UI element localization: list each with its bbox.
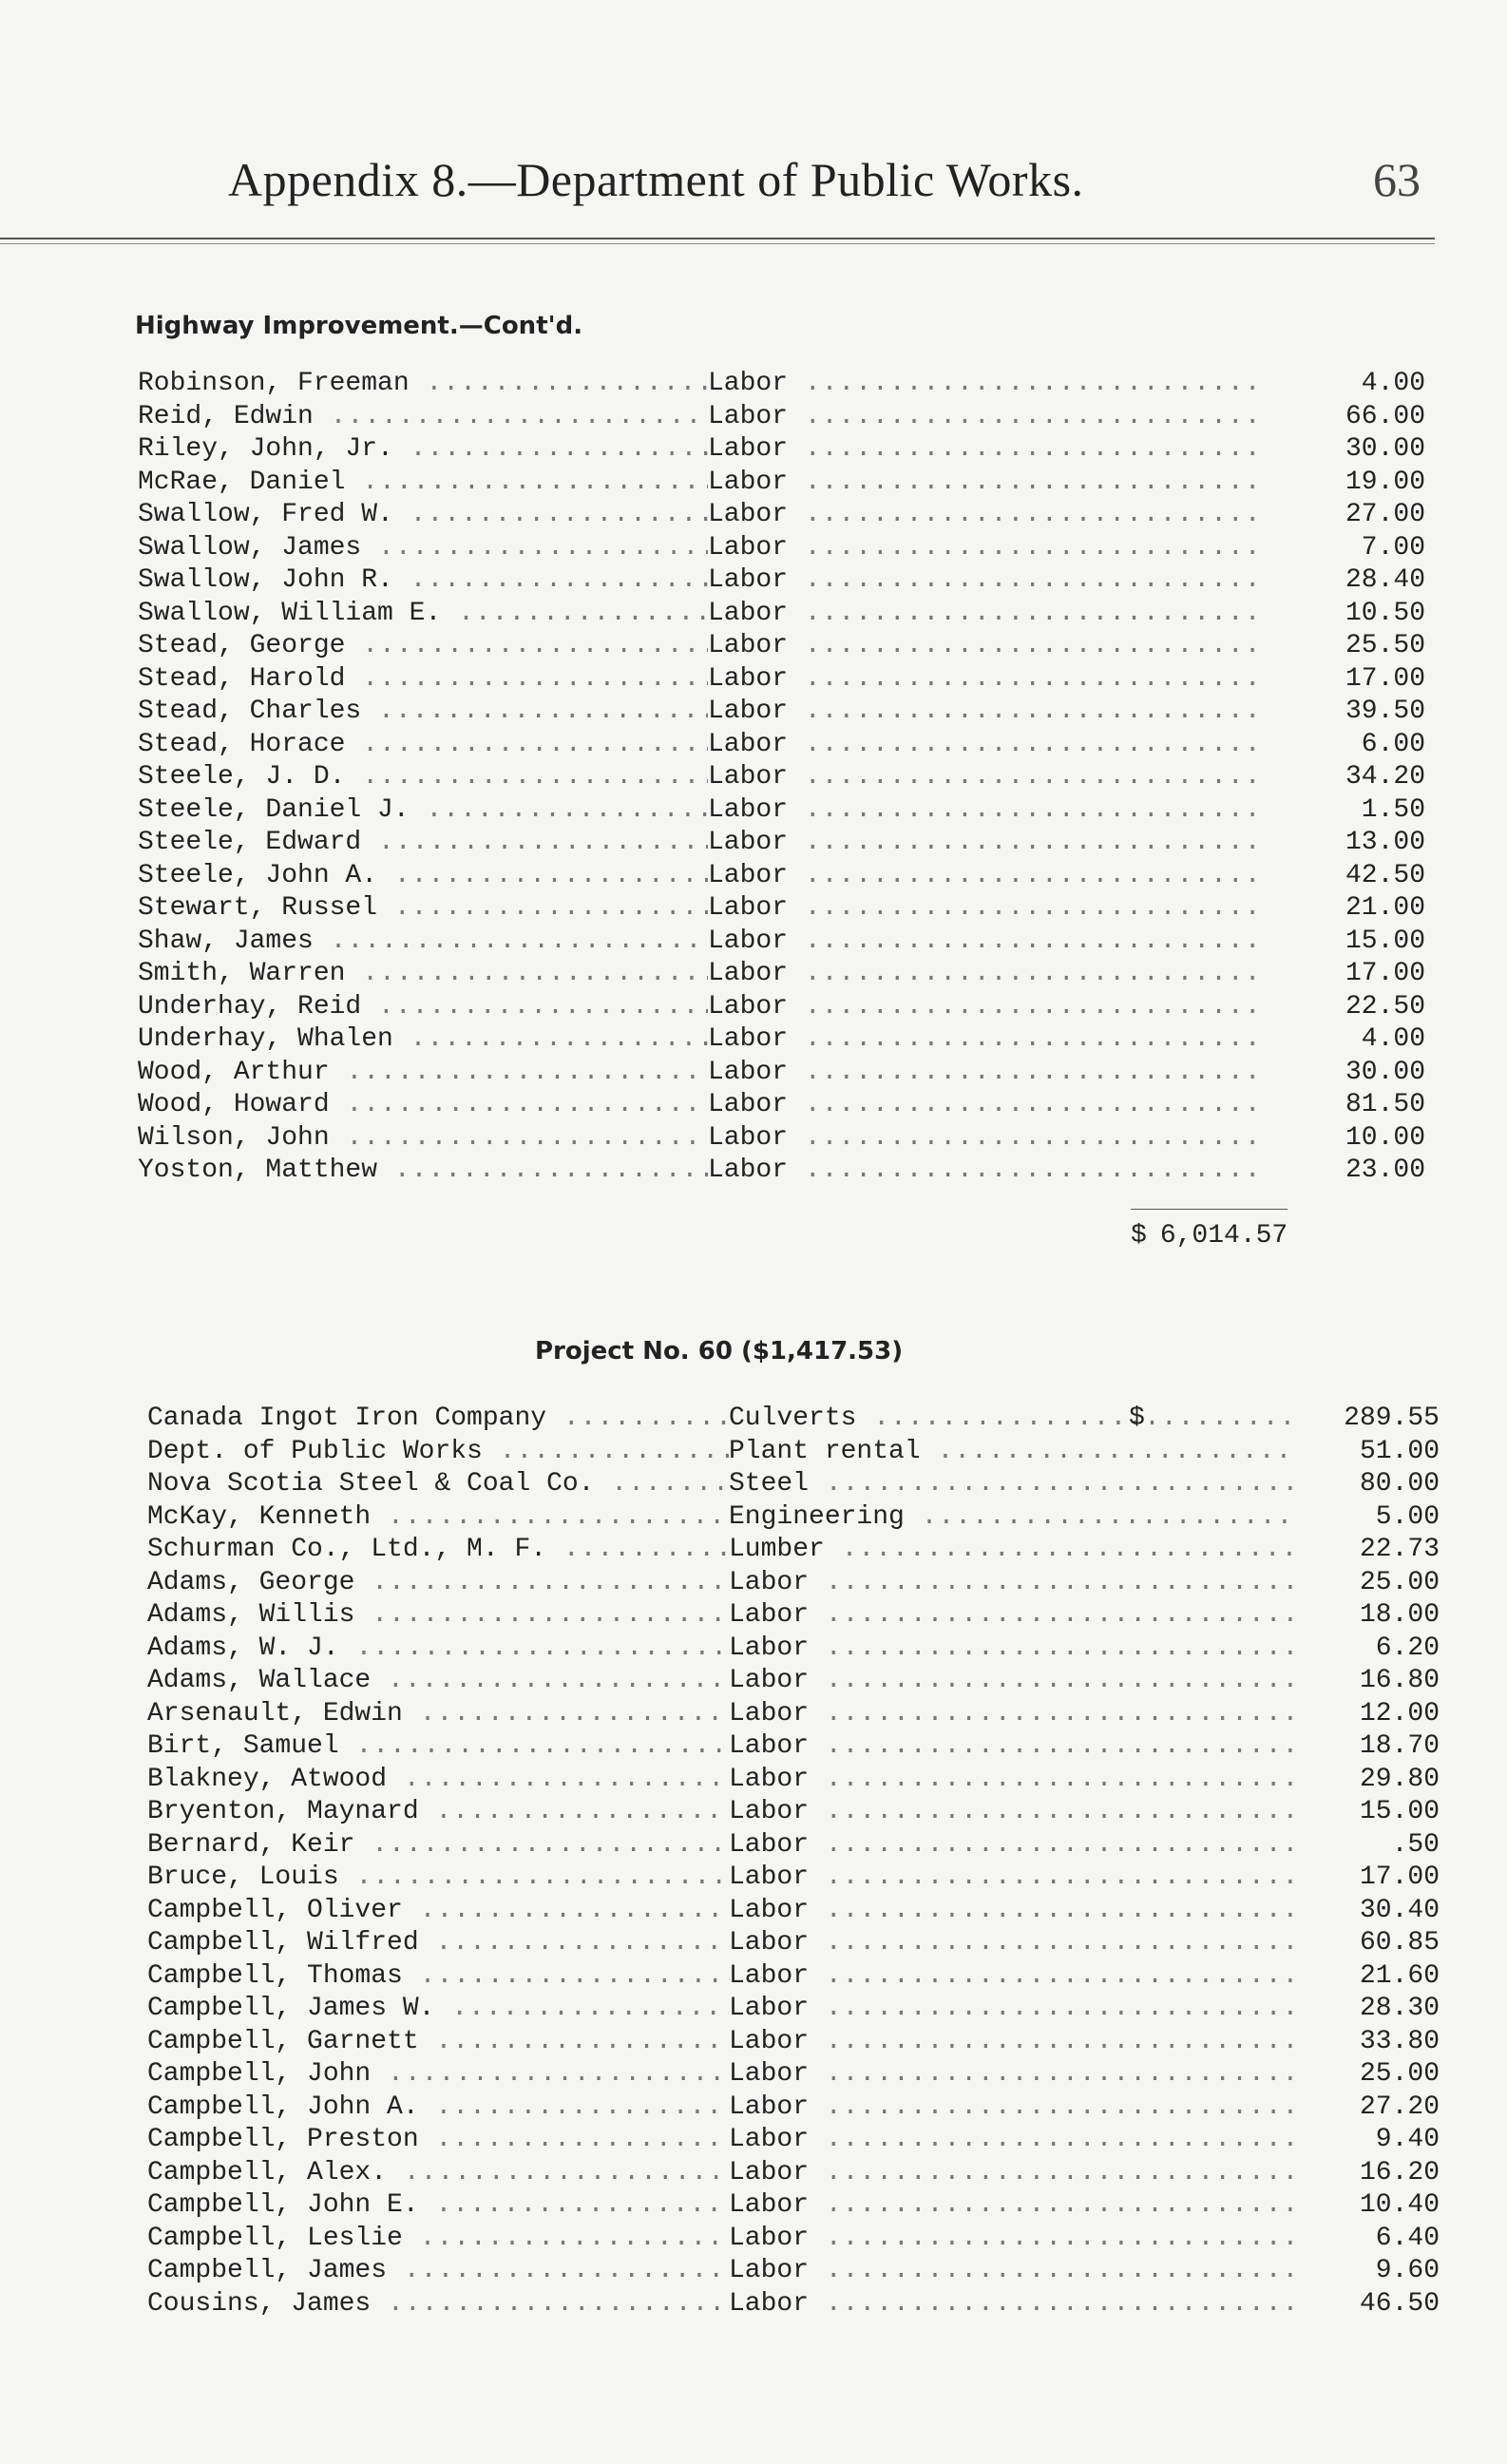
amount: 16.80 xyxy=(1299,1665,1440,1698)
category: Labor ..... xyxy=(708,926,1264,959)
category: Labor ..... xyxy=(708,696,1264,729)
amount: 6.20 xyxy=(1299,1633,1440,1666)
page-title: Appendix 8.—Department of Public Works. xyxy=(228,153,1084,206)
ledger-row xyxy=(147,1599,1440,1633)
amount: 9.60 xyxy=(1299,2255,1440,2288)
payee-name: Smith, Warren ..... xyxy=(138,958,708,991)
ledger-row xyxy=(138,958,1425,991)
ledger-row xyxy=(147,1796,1440,1829)
payee-name: Bernard, Keir ..... xyxy=(147,1829,729,1862)
payee-name: Schurman Co., Ltd., M. F. ..... xyxy=(147,1534,729,1567)
payee-name: Underhay, Reid ..... xyxy=(138,991,708,1024)
ledger-row xyxy=(138,499,1425,532)
category: Labor ..... xyxy=(708,368,1264,401)
amount: 4.00 xyxy=(1285,1023,1425,1057)
amount: 18.00 xyxy=(1299,1599,1440,1633)
category: Labor ..... xyxy=(729,2124,1299,2157)
payee-name: Wood, Howard ..... xyxy=(138,1089,708,1122)
category: Labor ..... xyxy=(729,1764,1299,1797)
ledger-row xyxy=(147,1501,1440,1535)
ledger-row xyxy=(147,1468,1440,1501)
payee-name: Dept. of Public Works ..... xyxy=(147,1436,729,1469)
amount: 81.50 xyxy=(1285,1089,1425,1122)
category: Labor ..... xyxy=(729,1633,1299,1666)
payee-name: Campbell, John ..... xyxy=(147,2058,729,2092)
header-rule xyxy=(0,238,1435,244)
category: Labor ..... xyxy=(708,892,1264,926)
payee-name: Canada Ingot Iron Company ..... xyxy=(147,1403,729,1436)
amount: 17.00 xyxy=(1299,1862,1440,1895)
ledger-row xyxy=(147,1698,1440,1731)
category: Labor ..... xyxy=(729,2223,1299,2256)
ledger-row xyxy=(147,2124,1440,2157)
amount: 5.00 xyxy=(1299,1501,1440,1535)
ledger-row xyxy=(138,1122,1425,1156)
payee-name: Wilson, John ..... xyxy=(138,1122,708,1156)
payee-name: Stead, George ..... xyxy=(138,630,708,663)
category: Labor ..... xyxy=(708,1155,1264,1188)
payee-name: Campbell, John A. ..... xyxy=(147,2092,729,2125)
payee-name: Reid, Edwin ..... xyxy=(138,401,708,434)
amount: 10.40 xyxy=(1299,2189,1440,2223)
running-header xyxy=(0,152,1507,219)
ledger-row xyxy=(147,1829,1440,1862)
amount: 30.00 xyxy=(1285,1057,1425,1090)
payee-name: Stead, Horace ..... xyxy=(138,729,708,762)
category: Labor ..... xyxy=(729,2189,1299,2223)
ledger-row xyxy=(147,2157,1440,2190)
ledger-row xyxy=(138,368,1425,401)
amount: 34.20 xyxy=(1285,761,1425,794)
category: Labor ..... xyxy=(708,663,1264,697)
amount: 18.70 xyxy=(1299,1730,1440,1764)
payee-name: Robinson, Freeman ..... xyxy=(138,368,708,401)
payee-name: McRae, Daniel ..... xyxy=(138,467,708,500)
category: Labor ..... xyxy=(729,1862,1299,1895)
amount: 15.00 xyxy=(1285,926,1425,959)
amount: 22.73 xyxy=(1299,1534,1440,1567)
amount: 46.50 xyxy=(1299,2288,1440,2321)
amount: 51.00 xyxy=(1299,1436,1440,1469)
payee-name: Campbell, James W. ..... xyxy=(147,1993,729,2026)
amount: 21.60 xyxy=(1299,1960,1440,1994)
ledger-row xyxy=(147,1436,1440,1469)
category: Plant rental ..... xyxy=(729,1436,1299,1469)
category: Labor ..... xyxy=(729,2058,1299,2092)
ledger-row xyxy=(138,860,1425,893)
ledger-row xyxy=(138,1057,1425,1090)
ledger-row xyxy=(147,1960,1440,1994)
ledger-row xyxy=(147,1633,1440,1666)
payee-name: Nova Scotia Steel & Coal Co. ..... xyxy=(147,1468,729,1501)
ledger-row xyxy=(138,892,1425,926)
payee-name: Steele, J. D. ..... xyxy=(138,761,708,794)
amount: 19.00 xyxy=(1285,467,1425,500)
amount: 1.50 xyxy=(1285,794,1425,828)
category: Labor ..... xyxy=(729,1665,1299,1698)
category: Labor ..... xyxy=(708,794,1264,828)
section-total xyxy=(1131,1221,1288,1251)
category: Lumber ..... xyxy=(729,1534,1299,1567)
payee-name: Campbell, Wilfred ..... xyxy=(147,1927,729,1960)
category: Culverts ..... xyxy=(729,1403,1299,1436)
amount: .50 xyxy=(1299,1829,1440,1862)
amount: 25.00 xyxy=(1299,2058,1440,2092)
amount: 21.00 xyxy=(1285,892,1425,926)
payee-name: Underhay, Whalen ..... xyxy=(138,1023,708,1057)
ledger-row xyxy=(147,2058,1440,2092)
ledger-row xyxy=(138,926,1425,959)
payee-name: Campbell, Garnett ..... xyxy=(147,2026,729,2059)
payee-name: Bryenton, Maynard ..... xyxy=(147,1796,729,1829)
payee-name: Bruce, Louis ..... xyxy=(147,1862,729,1895)
payee-name: Shaw, James ..... xyxy=(138,926,708,959)
ledger-row xyxy=(138,729,1425,762)
payee-name: Campbell, Oliver ..... xyxy=(147,1895,729,1928)
payee-name: Swallow, William E. ..... xyxy=(138,598,708,631)
category: Labor ..... xyxy=(708,532,1264,565)
ledger-highway-improvement xyxy=(138,368,1425,1188)
amount: 15.00 xyxy=(1299,1796,1440,1829)
payee-name: Swallow, John R. ..... xyxy=(138,564,708,598)
payee-name: Birt, Samuel ..... xyxy=(147,1730,729,1764)
payee-name: Campbell, Thomas ..... xyxy=(147,1960,729,1994)
amount: 17.00 xyxy=(1285,663,1425,697)
ledger-row xyxy=(138,991,1425,1024)
category: Labor ..... xyxy=(729,1829,1299,1862)
payee-name: Campbell, Preston ..... xyxy=(147,2124,729,2157)
category: Labor ..... xyxy=(708,761,1264,794)
category: Labor ..... xyxy=(729,1698,1299,1731)
payee-name: Blakney, Atwood ..... xyxy=(147,1764,729,1797)
category: Labor ..... xyxy=(729,1927,1299,1960)
category: Labor ..... xyxy=(708,827,1264,860)
amount: 30.00 xyxy=(1285,433,1425,467)
total-rule xyxy=(1131,1209,1288,1210)
ledger-row xyxy=(147,2026,1440,2059)
ledger-row xyxy=(147,2223,1440,2256)
category: Labor ..... xyxy=(729,1599,1299,1633)
amount: 23.00 xyxy=(1285,1155,1425,1188)
amount: 17.00 xyxy=(1285,958,1425,991)
ledger-row xyxy=(147,1730,1440,1764)
ledger-row xyxy=(138,598,1425,631)
amount: 28.40 xyxy=(1285,564,1425,598)
amount: 28.30 xyxy=(1299,1993,1440,2026)
payee-name: McKay, Kenneth ..... xyxy=(147,1501,729,1535)
amount: 25.50 xyxy=(1285,630,1425,663)
category: Labor ..... xyxy=(708,433,1264,467)
amount: 10.00 xyxy=(1285,1122,1425,1156)
amount: 39.50 xyxy=(1285,696,1425,729)
ledger-row xyxy=(147,1862,1440,1895)
category: Labor ..... xyxy=(708,1023,1264,1057)
payee-name: Campbell, Alex. ..... xyxy=(147,2157,729,2190)
ledger-row xyxy=(138,1023,1425,1057)
amount: 30.40 xyxy=(1299,1895,1440,1928)
ledger-row xyxy=(138,401,1425,434)
amount: 12.00 xyxy=(1299,1698,1440,1731)
ledger-row xyxy=(138,696,1425,729)
payee-name: Yoston, Matthew ..... xyxy=(138,1155,708,1188)
ledger-row xyxy=(138,630,1425,663)
section-heading-highway: Highway Improvement.—Cont'd. xyxy=(135,312,583,340)
amount: 60.85 xyxy=(1299,1927,1440,1960)
payee-name: Swallow, James ..... xyxy=(138,532,708,565)
ledger-row xyxy=(138,761,1425,794)
amount: 10.50 xyxy=(1285,598,1425,631)
category: Labor ..... xyxy=(708,729,1264,762)
category: Labor ..... xyxy=(729,1796,1299,1829)
category: Labor ..... xyxy=(729,1993,1299,2026)
category: Labor ..... xyxy=(708,1057,1264,1090)
ledger-row xyxy=(138,564,1425,598)
category: Labor ..... xyxy=(729,2157,1299,2190)
amount: 80.00 xyxy=(1299,1468,1440,1501)
category: Labor ..... xyxy=(729,2288,1299,2321)
amount: 6.00 xyxy=(1285,729,1425,762)
amount: 289.55 xyxy=(1299,1403,1440,1436)
payee-name: Campbell, Leslie ..... xyxy=(147,2223,729,2256)
payee-name: Steele, Daniel J. ..... xyxy=(138,794,708,828)
amount: 13.00 xyxy=(1285,827,1425,860)
category: Labor ..... xyxy=(708,991,1264,1024)
ledger-row xyxy=(147,2092,1440,2125)
category: Labor ..... xyxy=(729,1895,1299,1928)
amount: 9.40 xyxy=(1299,2124,1440,2157)
ledger-row xyxy=(147,1567,1440,1600)
payee-name: Adams, W. J. ..... xyxy=(147,1633,729,1666)
amount: 16.20 xyxy=(1299,2157,1440,2190)
total-amount: 6,014.57 xyxy=(1159,1221,1288,1251)
payee-name: Swallow, Fred W. ..... xyxy=(138,499,708,532)
category: Labor ..... xyxy=(729,2026,1299,2059)
payee-name: Wood, Arthur ..... xyxy=(138,1057,708,1090)
ledger-row xyxy=(147,1665,1440,1698)
ledger-row xyxy=(147,2189,1440,2223)
amount: 27.20 xyxy=(1299,2092,1440,2125)
project-dollar-sign: $ xyxy=(1129,1404,1145,1433)
payee-name: Campbell, James ..... xyxy=(147,2255,729,2288)
ledger-project-60 xyxy=(147,1403,1440,2321)
category: Labor ..... xyxy=(708,598,1264,631)
ledger-row xyxy=(147,1895,1440,1928)
ledger-row xyxy=(138,532,1425,565)
ledger-row xyxy=(138,1155,1425,1188)
payee-name: Adams, Wallace ..... xyxy=(147,1665,729,1698)
ledger-row xyxy=(147,1927,1440,1960)
amount: 6.40 xyxy=(1299,2223,1440,2256)
category: Labor ..... xyxy=(729,1960,1299,1994)
amount: 27.00 xyxy=(1285,499,1425,532)
category: Labor ..... xyxy=(708,630,1264,663)
payee-name: Steele, Edward ..... xyxy=(138,827,708,860)
amount: 7.00 xyxy=(1285,532,1425,565)
category: Labor ..... xyxy=(708,564,1264,598)
payee-name: Adams, Willis ..... xyxy=(147,1599,729,1633)
category: Labor ..... xyxy=(729,2255,1299,2288)
category: Labor ..... xyxy=(708,401,1264,434)
amount: 22.50 xyxy=(1285,991,1425,1024)
amount: 4.00 xyxy=(1285,368,1425,401)
ledger-row xyxy=(147,1764,1440,1797)
amount: 66.00 xyxy=(1285,401,1425,434)
category: Labor ..... xyxy=(708,499,1264,532)
payee-name: Cousins, James ..... xyxy=(147,2288,729,2321)
payee-name: Stead, Charles ..... xyxy=(138,696,708,729)
ledger-row xyxy=(147,1993,1440,2026)
payee-name: Adams, George ..... xyxy=(147,1567,729,1600)
payee-name: Campbell, John E. ..... xyxy=(147,2189,729,2223)
ledger-row xyxy=(147,2288,1440,2321)
ledger-row xyxy=(147,1534,1440,1567)
ledger-row xyxy=(138,827,1425,860)
category: Labor ..... xyxy=(708,467,1264,500)
ledger-row xyxy=(138,663,1425,697)
page-number: 63 xyxy=(1373,153,1421,206)
category: Engineering ..... xyxy=(729,1501,1299,1535)
payee-name: Stead, Harold ..... xyxy=(138,663,708,697)
category: Labor ..... xyxy=(708,958,1264,991)
total-dollar-sign: $ xyxy=(1131,1221,1147,1251)
section-heading-project-60: Project No. 60 ($1,417.53) xyxy=(535,1337,904,1366)
payee-name: Riley, John, Jr. ..... xyxy=(138,433,708,467)
ledger-row xyxy=(138,1089,1425,1122)
amount: 25.00 xyxy=(1299,1567,1440,1600)
category: Labor ..... xyxy=(729,1730,1299,1764)
category: Labor ..... xyxy=(708,860,1264,893)
category: Labor ..... xyxy=(708,1089,1264,1122)
category: Steel ..... xyxy=(729,1468,1299,1501)
amount: 33.80 xyxy=(1299,2026,1440,2059)
category: Labor ..... xyxy=(729,1567,1299,1600)
amount: 29.80 xyxy=(1299,1764,1440,1797)
category: Labor ..... xyxy=(708,1122,1264,1156)
amount: 42.50 xyxy=(1285,860,1425,893)
ledger-row xyxy=(138,467,1425,500)
payee-name: Steele, John A. ..... xyxy=(138,860,708,893)
ledger-row xyxy=(138,433,1425,467)
ledger-row xyxy=(147,2255,1440,2288)
ledger-row xyxy=(138,794,1425,828)
payee-name: Arsenault, Edwin ..... xyxy=(147,1698,729,1731)
category: Labor ..... xyxy=(729,2092,1299,2125)
payee-name: Stewart, Russel ..... xyxy=(138,892,708,926)
